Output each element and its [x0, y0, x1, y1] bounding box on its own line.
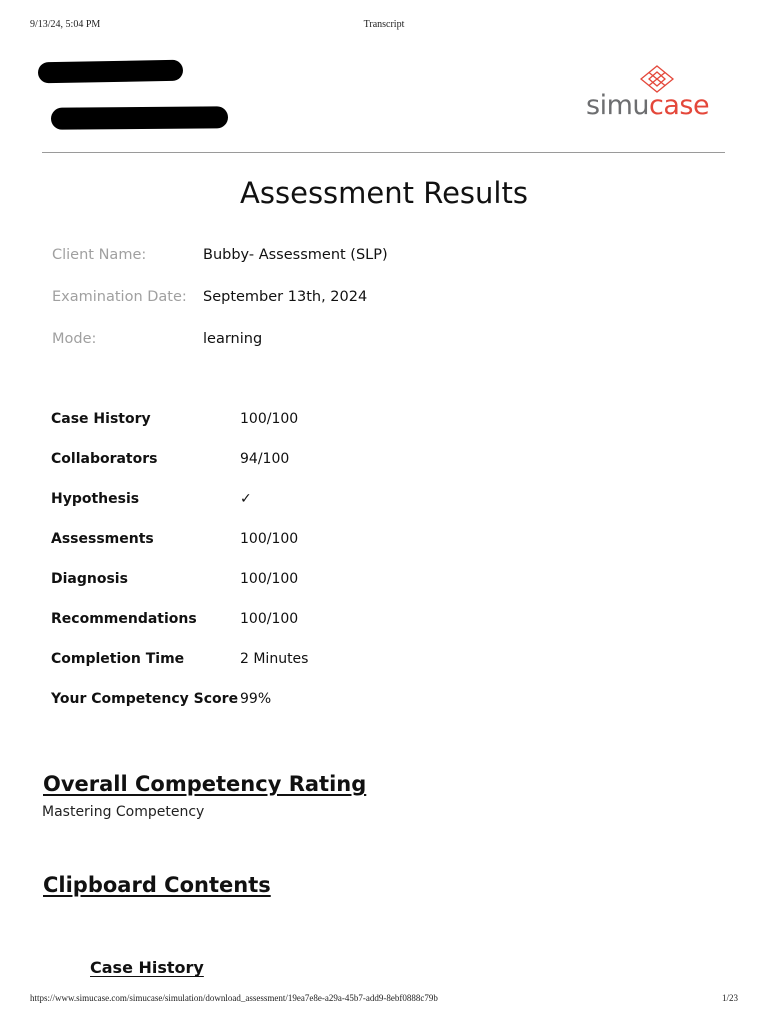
logo-text-case: case [648, 90, 710, 121]
score-row-competency-score [51, 691, 651, 713]
score-row-diagnosis [51, 571, 651, 593]
overall-rating-value: Mastering Competency [42, 804, 205, 820]
info-label: Client Name: [52, 247, 147, 263]
score-label: Recommendations [51, 611, 197, 627]
print-title: Transcript [363, 19, 405, 30]
score-label: Case History [51, 411, 151, 427]
score-row-collaborators [51, 451, 651, 473]
score-row-case-history [51, 411, 651, 433]
score-row-assessments [51, 531, 651, 553]
score-label: Diagnosis [51, 571, 128, 587]
info-row-examination-date [52, 289, 652, 311]
score-label: Your Competency Score [51, 691, 239, 707]
score-value: 100/100 [240, 411, 299, 427]
info-label: Examination Date: [52, 289, 187, 305]
score-value: 2 Minutes [240, 651, 309, 667]
overall-rating-heading: Overall Competency Rating [43, 772, 367, 796]
info-row-mode [52, 331, 652, 353]
score-label: Collaborators [51, 451, 158, 467]
score-value: 100/100 [240, 571, 299, 587]
print-header [0, 19, 768, 33]
redaction-bar [38, 60, 183, 84]
score-label: Hypothesis [51, 491, 140, 507]
page-title: Assessment Results [240, 176, 528, 210]
simucase-logo [586, 64, 728, 124]
print-footer [0, 993, 768, 1007]
score-label: Assessments [51, 531, 154, 547]
score-value: 100/100 [240, 611, 299, 627]
score-label: Completion Time [51, 651, 185, 667]
clipboard-heading: Clipboard Contents [43, 873, 271, 897]
score-row-completion-time [51, 651, 651, 673]
info-value: Bubby- Assessment (SLP) [203, 247, 388, 263]
checkmark-icon: ✓ [240, 491, 252, 507]
info-label: Mode: [52, 331, 97, 347]
score-value: 94/100 [240, 451, 290, 467]
redaction-bar [51, 106, 228, 130]
case-history-subheading: Case History [90, 958, 204, 977]
info-row-client-name [52, 247, 652, 269]
score-row-hypothesis [51, 491, 651, 513]
info-value: learning [203, 331, 263, 347]
score-value: 100/100 [240, 531, 299, 547]
score-row-recommendations [51, 611, 651, 633]
print-page-number: 1/23 [721, 993, 738, 1003]
header-divider [42, 152, 725, 153]
logo-text-simu: simu [586, 90, 649, 121]
logo-wordmark [586, 90, 728, 121]
print-url: https://www.simucase.com/simucase/simulation/download_assessment/19ea7e8e-a29a-45b7-add9-8ebf0888c79b [30, 993, 438, 1003]
info-value: September 13th, 2024 [203, 289, 368, 305]
print-date: 9/13/24, 5:04 PM [30, 19, 101, 30]
score-value: 99% [240, 691, 272, 707]
